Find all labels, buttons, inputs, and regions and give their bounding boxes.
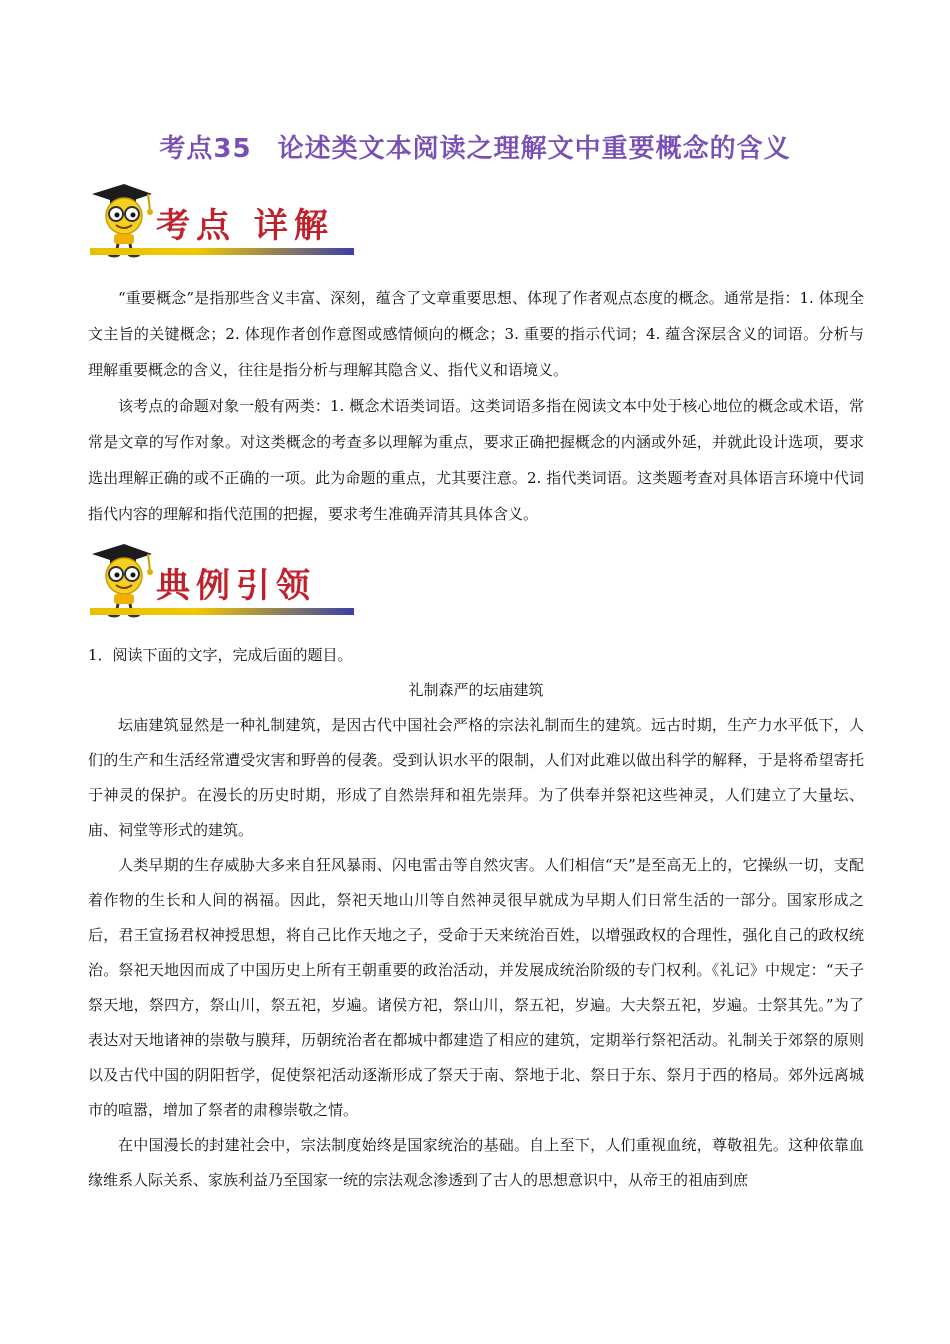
banner-text: 考点 详解: [156, 206, 334, 246]
page-title: [0, 128, 950, 165]
title-text: 论述类文本阅读之理解文中重要概念的含义: [277, 134, 791, 164]
banner-text: 典例引领: [156, 566, 316, 606]
article-title: 礼制森严的坛庙建筑: [408, 681, 544, 699]
banner-underline: [90, 248, 354, 255]
section-banner-dianli: [86, 540, 356, 622]
paragraph: 该考点的命题对象一般有两类：1. 概念术语类词语。这类词语多指在阅读文本中处于核心地位的概念或术语，常常是文章的写作对象。对这类概念的考查多以理解为重点，要求正确把握概念的内涵或外延，并就此设计选项，要求选出理解正确的或不正确的一项。此为命题的重点，尤其要注意。2. 指代类词语。这类题考查对具体语言环境中代词指代内容的理解和指代范围的把握，要求考生准确弄清其具体含义。: [88, 397, 864, 523]
paragraph: 坛庙建筑显然是一种礼制建筑，是因古代中国社会严格的宗法礼制而生的建筑。远古时期，生产力水平低下，人们的生产和生活经常遭受灾害和野兽的侵袭。受到认识水平的限制，人们对此难以做出科学的解释，于是将希望寄托于神灵的保护。在漫长的历史时期，形成了自然崇拜和祖先崇拜。为了供奉并祭祀这些神灵，人们建立了大量坛、庙、祠堂等形式的建筑。: [88, 716, 864, 839]
banner-underline: [90, 608, 354, 615]
section-dianli-body: [88, 638, 864, 1198]
paragraph: 在中国漫长的封建社会中，宗法制度始终是国家统治的基础。自上至下，人们重视血统，尊敬祖先。这种依靠血缘维系人际关系、家族利益乃至国家一统的宗法观念渗透到了古人的思想意识中，从帝王的祖庙到庶: [88, 1136, 864, 1189]
question-prompt: 1．阅读下面的文字，完成后面的题目。: [88, 646, 353, 664]
paragraph: 人类早期的生存威胁大多来自狂风暴雨、闪电雷击等自然灾害。人们相信“天”是至高无上的，它操纵一切，支配着作物的生长和人间的祸福。因此，祭祀天地山川等自然神灵很早就成为早期人们日常生活的一部分。国家形成之后，君王宣扬君权神授思想，将自己比作天地之子，受命于天来统治百姓，以增强政权的合理性，强化自己的政权统治。祭祀天地因而成了中国历史上所有王朝重要的政治活动，并发展成统治阶级的专门权利。《礼记》中规定：“天子祭天地，祭四方，祭山川，祭五祀，岁遍。诸侯方祀，祭山川，祭五祀，岁遍。大夫祭五祀，岁遍。士祭其先。”为了表达对天地诸神的崇敬与膜拜，历朝统治者在都城中都建造了相应的建筑，定期举行祭祀活动。礼制关于郊祭的原则以及古代中国的阴阳哲学，促使祭祀活动逐渐形成了祭天于南、祭地于北、祭日于东、祭月于西的格局。郊外远离城市的喧嚣，增加了祭者的肃穆崇敬之情。: [88, 856, 864, 1119]
section-kaodian-body: [88, 280, 864, 532]
paragraph: “重要概念”是指那些含义丰富、深刻，蕴含了文章重要思想、体现了作者观点态度的概念。通常是指：1. 体现全文主旨的关键概念；2. 体现作者创作意图或感情倾向的概念；3. 重要的指示代词；4. 蕴含深层含义的词语。分析与理解重要概念的含义，往往是指分析与理解其隐含义、指代义和语境义。: [88, 289, 864, 379]
scholar-mascot-icon: [86, 540, 166, 618]
scholar-mascot-icon: [86, 180, 166, 258]
section-banner-kaodian: [86, 180, 356, 262]
title-label: 考点35: [159, 134, 252, 164]
